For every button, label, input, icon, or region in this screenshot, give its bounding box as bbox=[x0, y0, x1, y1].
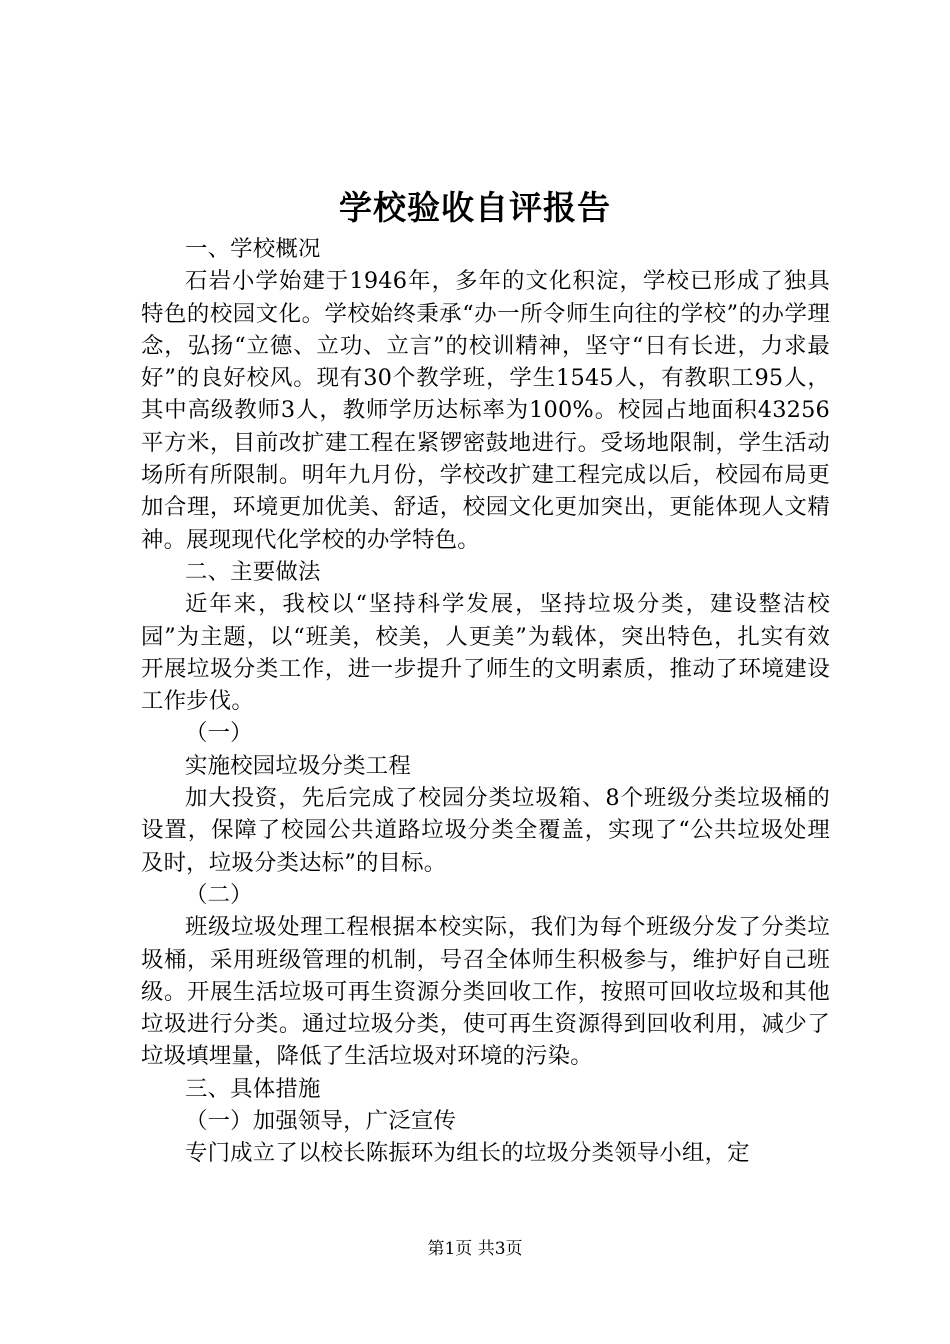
page-footer: 第1页 共3页 bbox=[427, 1239, 523, 1259]
paragraph-class-sorting: 班级垃圾处理工程根据本校实际，我们为每个班级分发了分类垃圾桶，采用班级管理的机制，号召全体师生积极参与，维护好自己班级。开展生活垃圾可再生资源分类回收工作，按照可回收垃圾和其他垃圾进行分类。通过垃圾分类，使可再生资源得到回收利用，减少了垃圾填埋量，降低了生活垃圾对环境的污染。 bbox=[141, 914, 830, 1070]
subsection-marker-two: （二） bbox=[185, 881, 253, 908]
paragraph-main-practices: 近年来，我校以“坚持科学发展，坚持垃圾分类，建设整洁校园”为主题，以“班美，校美，人更美”为载体，突出特色，扎实有效开展垃圾分类工作，进一步提升了师生的文明素质，推动了环境建设工作步伐。 bbox=[141, 591, 830, 715]
document-body bbox=[141, 233, 830, 1170]
subsection-heading-leadership: （一）加强领导，广泛宣传 bbox=[185, 1108, 457, 1135]
section-heading-main-practices: 二、主要做法 bbox=[185, 558, 321, 585]
paragraph-leadership: 专门成立了以校长陈振环为组长的垃圾分类领导小组，定 bbox=[185, 1140, 750, 1167]
document-title: 学校验收自评报告 bbox=[339, 188, 611, 227]
paragraph-campus-sorting: 加大投资，先后完成了校园分类垃圾箱、8个班级分类垃圾桶的设置，保障了校园公共道路垃圾分类全覆盖，实现了“公共垃圾处理及时，垃圾分类达标”的目标。 bbox=[141, 785, 830, 876]
section-heading-specific-measures: 三、具体措施 bbox=[185, 1075, 321, 1102]
paragraph-school-overview: 石岩小学始建于1946年，多年的文化积淀，学校已形成了独具特色的校园文化。学校始终秉承“办一所令师生向往的学校”的办学理念，弘扬“立德、立功、立言”的校训精神，坚守“日有长进，力求最好”的良好校风。现有30个教学班，学生1545人，有教职工95人，其中高级教师3人，教师学历达标率为100%。校园占地面积43256平方米，目前改扩建工程在紧锣密鼓地进行。受场地限制，学生活动场所有所限制。明年九月份，学校改扩建工程完成以后，校园布局更加合理，环境更加优美、舒适，校园文化更加突出，更能体现人文精神。展现现代化学校的办学特色。 bbox=[141, 268, 830, 553]
subsection-marker-one: （一） bbox=[185, 720, 253, 747]
subsection-heading-campus-sorting: 实施校园垃圾分类工程 bbox=[185, 752, 411, 779]
section-heading-overview: 一、学校概况 bbox=[185, 236, 321, 262]
